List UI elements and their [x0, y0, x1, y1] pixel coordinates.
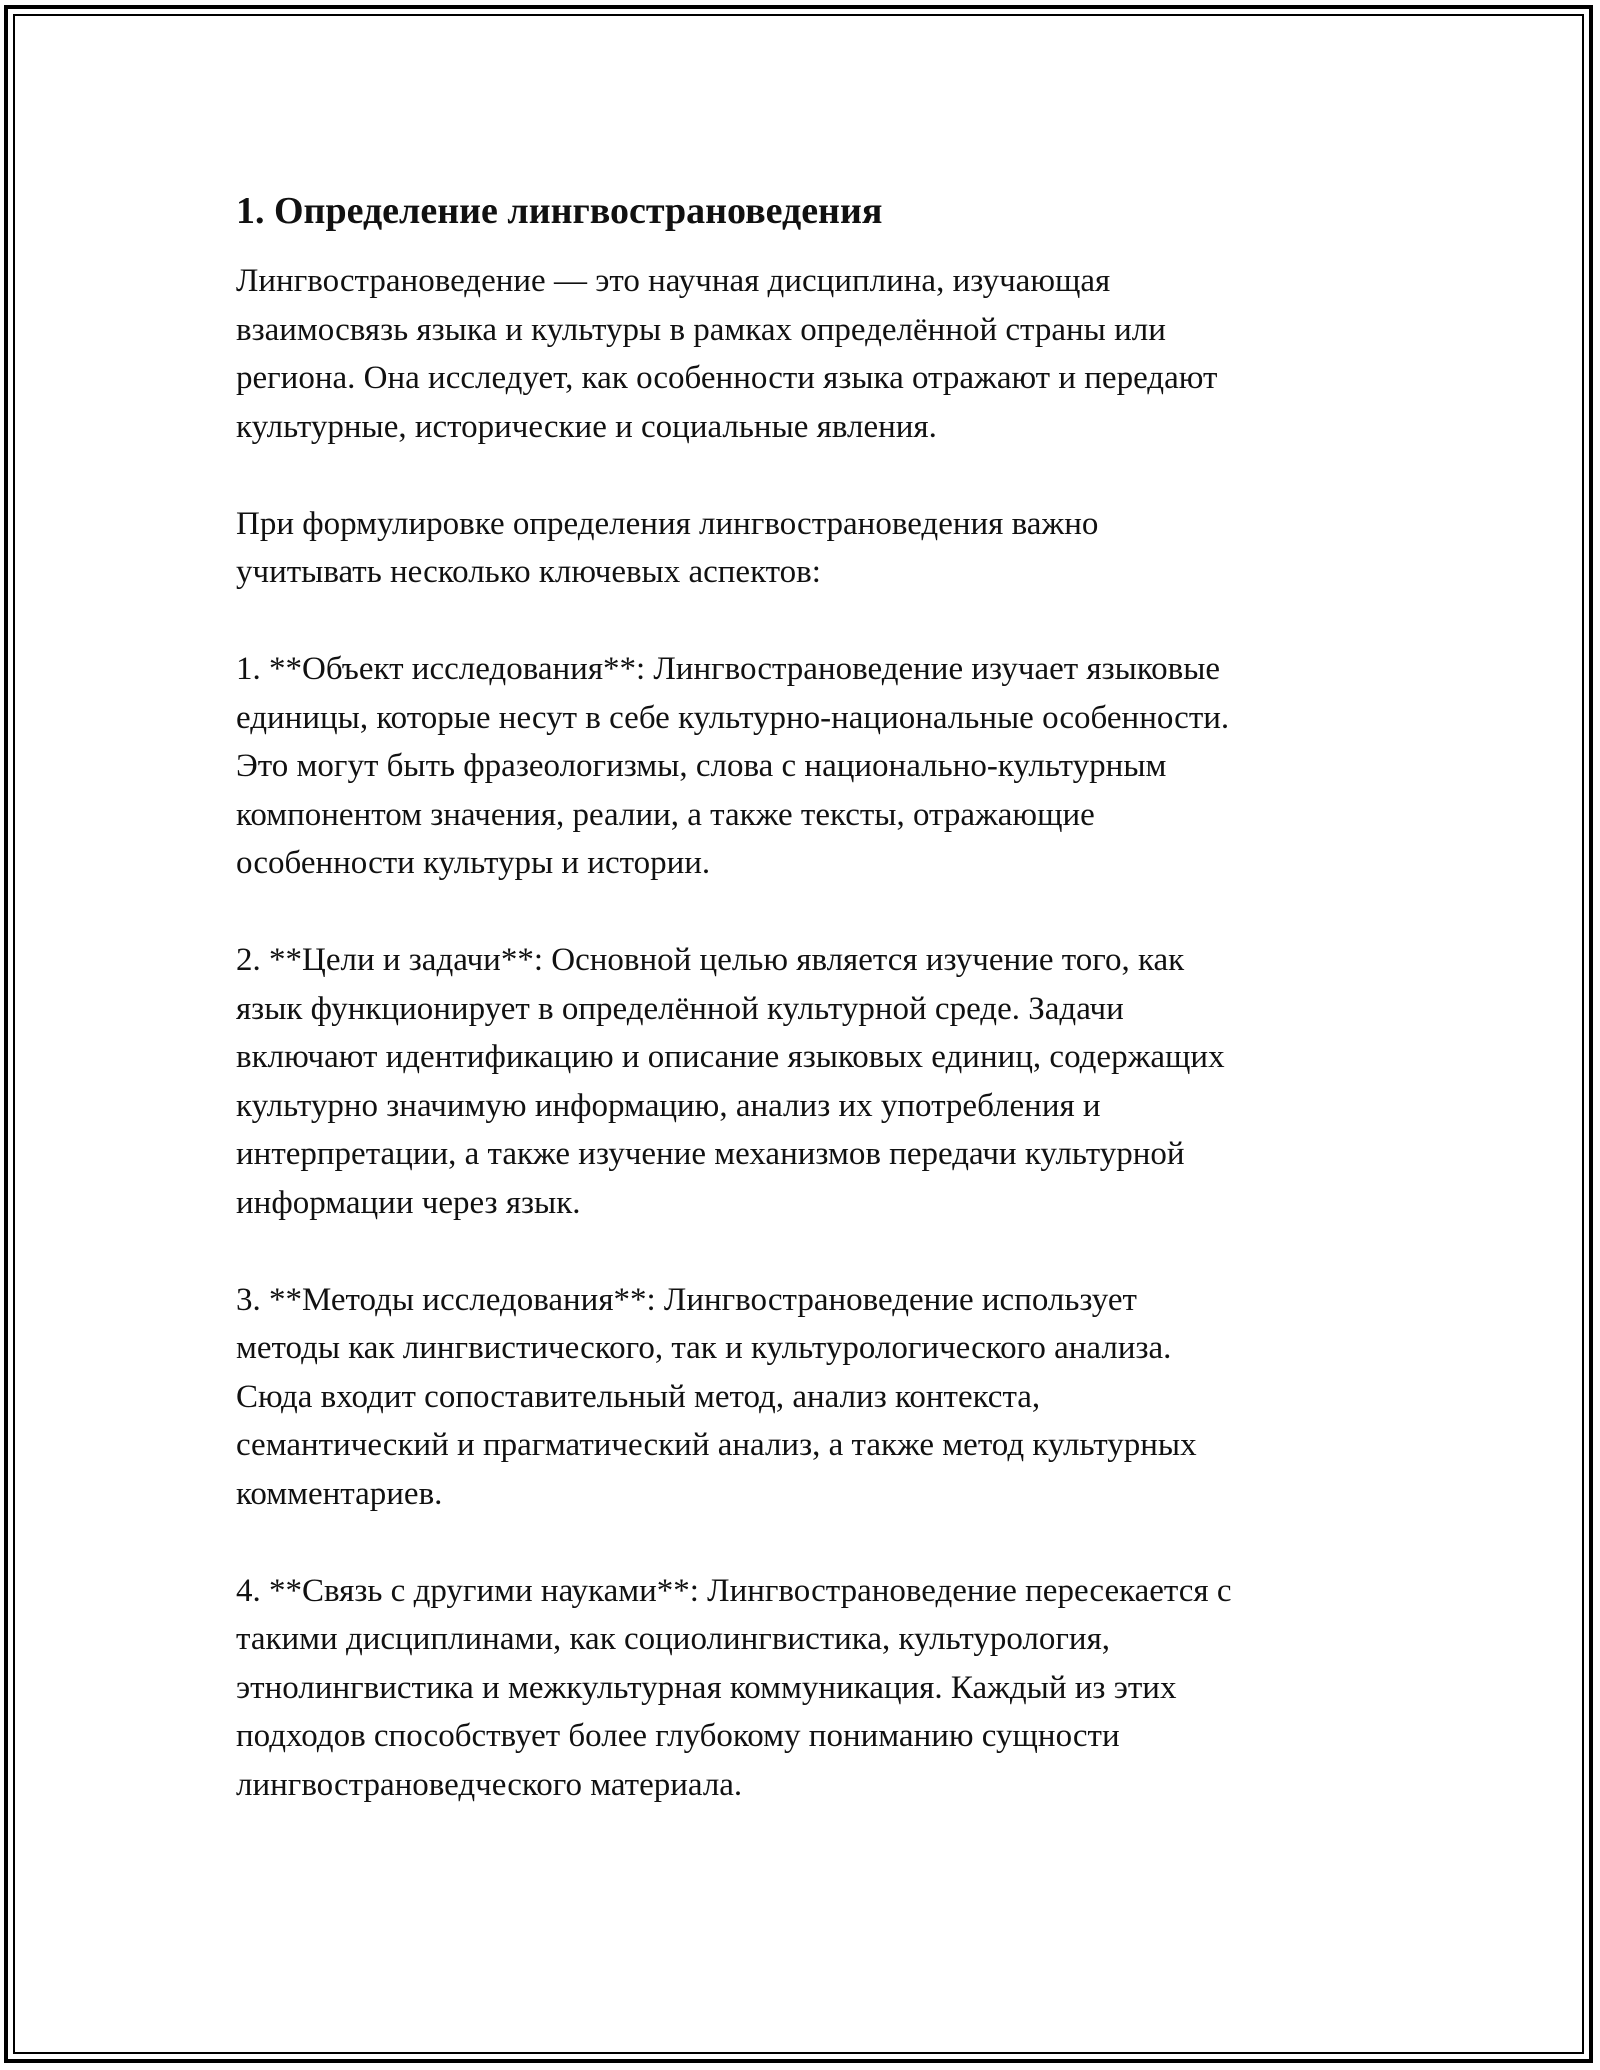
text-line: язык функционирует в определённой культурной среде. Задачи: [236, 990, 1124, 1027]
text-line: семантический и прагматический анализ, а также метод культурных: [236, 1427, 1197, 1463]
text-line: компонентом значения, реалии, а также тексты, отражающие: [236, 796, 1095, 833]
text-line: Сюда входит сопоставительный метод, анализ контекста,: [236, 1378, 1041, 1415]
text-line: Лингвострановедение — это научная дисциплина, изучающая: [236, 263, 1111, 299]
document-body: [236, 186, 1366, 1809]
text-line: включают идентификацию и описание языковых единиц, содержащих: [236, 1039, 1225, 1075]
text-line: такими дисциплинами, как социолингвистика, культурология,: [236, 1621, 1111, 1657]
list-item-methods: [236, 1276, 1366, 1519]
text-line: подходов способствует более глубокому пониманию сущности: [236, 1718, 1120, 1754]
text-line: лингвострановедческого материала.: [236, 1766, 743, 1803]
text-line: учитывать несколько ключевых аспектов:: [236, 554, 821, 590]
list-item-goals: [236, 936, 1366, 1227]
list-item-object: [236, 645, 1366, 888]
text-line: единицы, которые несут в себе культурно-национальные особенности.: [236, 699, 1230, 736]
text-line: особенности культуры и истории.: [236, 845, 711, 881]
text-line: интерпретации, а также изучение механизмов передачи культурной: [236, 1136, 1185, 1172]
text-line: культурно значимую информацию, анализ их употребления и: [236, 1087, 1101, 1124]
list-item-related-sciences: [236, 1567, 1366, 1810]
text-line: взаимосвязь языка и культуры в рамках определённой страны или: [236, 311, 1166, 348]
text-line: методы как лингвистического, так и культурологического анализа.: [236, 1330, 1172, 1366]
text-line: региона. Она исследует, как особенности языка отражают и передают: [236, 360, 1218, 396]
paragraph-intro: [236, 500, 1366, 597]
text-line: 1. **Объект исследования**: Лингвострановедение изучает языковые: [236, 651, 1221, 687]
text-line: 2. **Цели и задачи**: Основной целью является изучение того, как: [236, 942, 1185, 978]
text-line: этнолингвистика и межкультурная коммуникация. Каждый из этих: [236, 1669, 1177, 1706]
text-line: культурные, исторические и социальные явления.: [236, 408, 937, 445]
text-line: 4. **Связь с другими науками**: Лингвострановедение пересекается с: [236, 1572, 1232, 1609]
text-line: комментариев.: [236, 1475, 443, 1512]
section-heading: 1. Определение лингвострановедения: [236, 190, 883, 232]
text-line: Это могут быть фразеологизмы, слова с национально-культурным: [236, 748, 1167, 784]
paragraph-definition: [236, 257, 1366, 451]
text-line: информации через язык.: [236, 1184, 581, 1221]
text-line: При формулировке определения лингвострановедения важно: [236, 505, 1099, 542]
text-line: 3. **Методы исследования**: Лингвострановедение использует: [236, 1281, 1137, 1318]
